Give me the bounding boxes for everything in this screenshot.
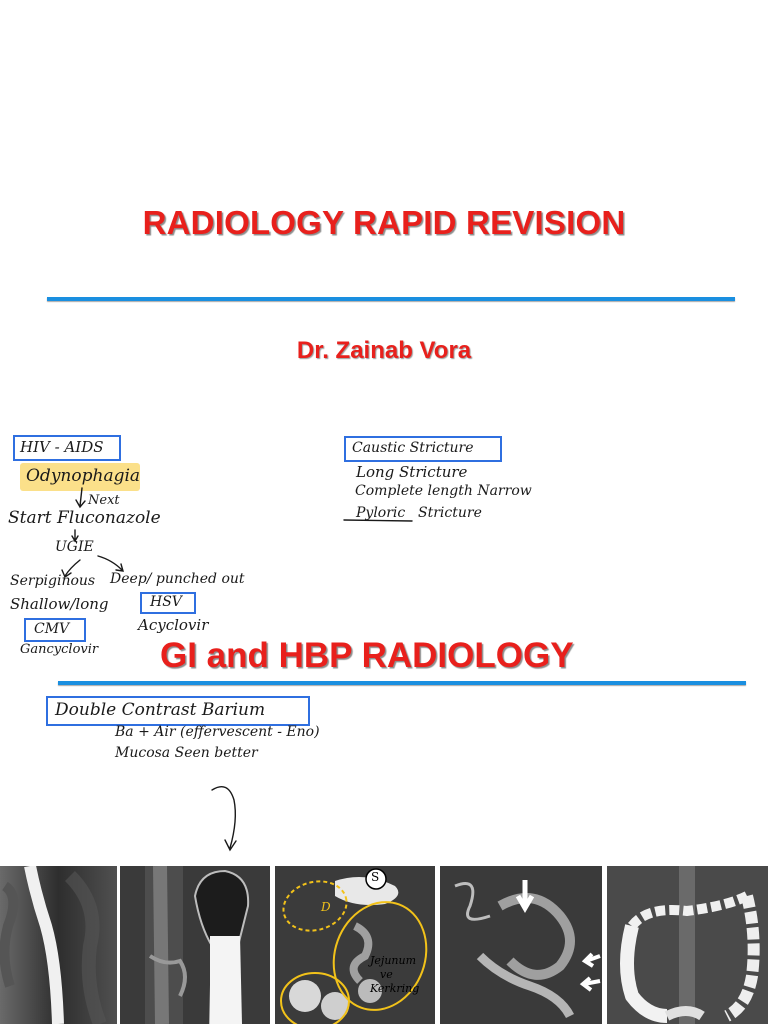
deep-punched-label: Deep/ punched out <box>110 571 245 587</box>
complete-length-narrow: Complete length Narrow <box>355 483 532 499</box>
kerkring-label: Kerkring <box>370 982 420 995</box>
odynophagia-label: Odynophagia <box>26 466 141 486</box>
author-name: Dr. Zainab Vora <box>296 337 472 364</box>
pyloric-label: Pyloric <box>356 505 406 521</box>
jejunum-label: Jejunum <box>370 954 417 967</box>
ganciclovir-label: Gancyclovir <box>20 642 99 657</box>
caustic-label: Caustic Stricture <box>352 440 474 456</box>
ba-air-line: Ba + Air (effervescent - Eno) <box>115 724 320 740</box>
xray-image-strip <box>0 866 768 1024</box>
xray-colon-image <box>607 866 768 1024</box>
d-label: D <box>321 900 331 914</box>
cmv-label: CMV <box>34 621 70 637</box>
acyclovir-label: Acyclovir <box>138 616 209 634</box>
serpiginous-label: Serpiginous <box>10 573 96 589</box>
hiv-label: HIV - AIDS <box>20 438 104 456</box>
stricture-label: Stricture <box>418 505 482 521</box>
s-label: S <box>371 870 380 884</box>
xray-small-bowel-annotated <box>275 866 435 1024</box>
start-fluconazole: Start Fluconazole <box>8 508 161 528</box>
shallow-long-label: Shallow/long <box>10 595 109 613</box>
xray-stomach-image <box>120 866 270 1024</box>
mucosa-line: Mucosa Seen better <box>115 745 258 761</box>
long-stricture: Long Stricture <box>356 463 468 481</box>
barium-label: Double Contrast Barium <box>55 700 266 720</box>
ugie-label: UGIE <box>55 539 94 555</box>
section-title: GI and HBP RADIOLOGY <box>160 636 574 675</box>
xray-esophagus-image <box>0 866 117 1024</box>
slide-title: RADIOLOGY RAPID REVISION <box>142 204 626 241</box>
next-label: Next <box>88 493 120 508</box>
ve-label: ve <box>380 968 393 981</box>
xray-jejunum-image <box>440 866 602 1024</box>
hsv-label: HSV <box>150 594 182 610</box>
